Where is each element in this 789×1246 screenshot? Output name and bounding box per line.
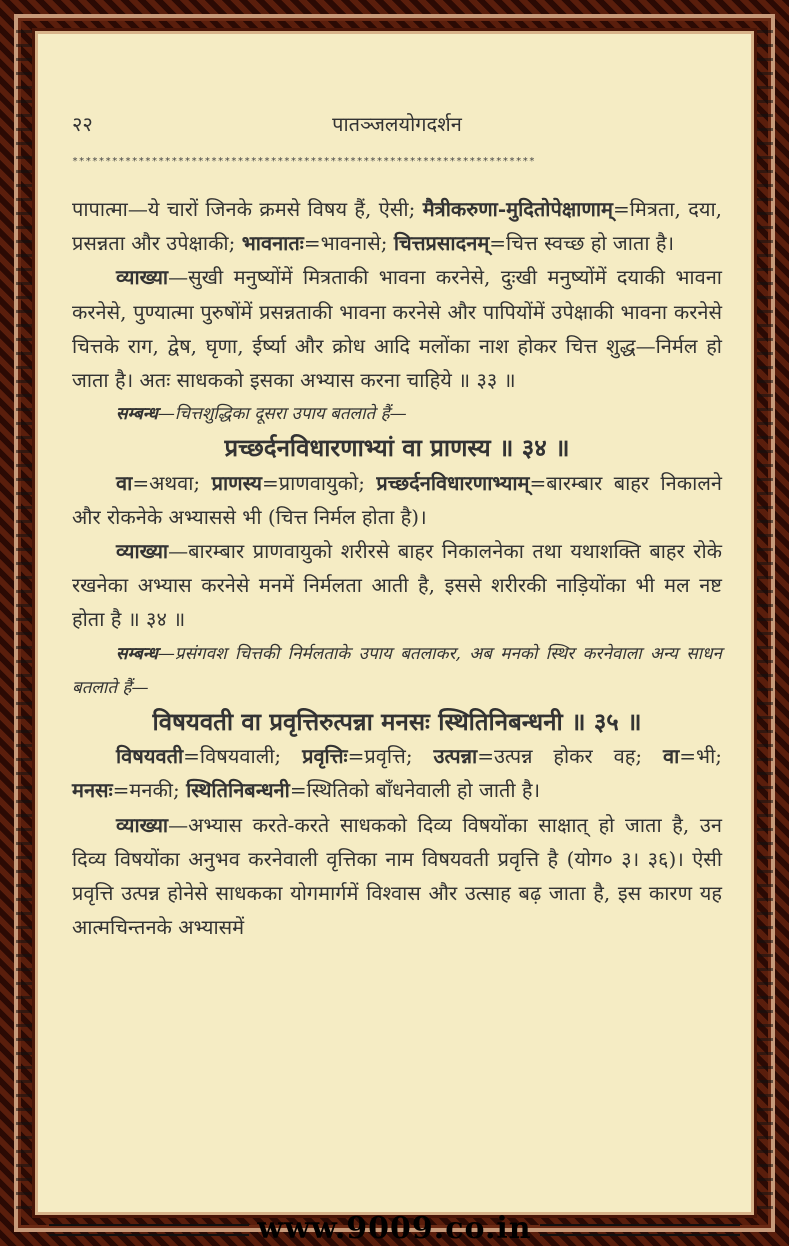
- footer-ornament-right: [540, 1224, 740, 1236]
- paragraph-word-meanings-35: विषयवती=विषयवाली; प्रवृत्तिः=प्रवृत्ति; उत्पन्ना=उत्पन्न होकर वह; वा=भी; मनसः=मनकी; स्थितिनिबन्धनी=स्थितिको बाँधनेवाली हो जाती है।: [72, 744, 723, 803]
- right-ornament: [751, 30, 773, 1216]
- left-ornament: [16, 30, 38, 1216]
- running-header: [72, 110, 722, 140]
- commentary-label: व्याख्या: [116, 265, 169, 290]
- page-number: २२: [72, 112, 93, 136]
- footer-ornament-left: [49, 1224, 249, 1236]
- paragraph-word-meanings-33: पापात्मा—ये चारों जिनके क्रमसे विषय हैं, ऐसी; मैत्रीकरुणा-मुदितोपेक्षाणाम्=मित्रता, दया, प्रसन्नता और उपेक्षाकी; भावनातः=भावनासे; चित्तप्रसादनम्=चित्त स्वच्छ हो जाता है।: [72, 197, 722, 256]
- footer-watermark: [0, 1212, 789, 1246]
- sutra-34: प्रच्छर्दनविधारणाभ्यां वा प्राणस्य ॥ ३४ ॥: [224, 433, 570, 463]
- paragraph-word-meanings-34: वा=अथवा; प्राणस्य=प्राणवायुको; प्रच्छर्दनविधारणाभ्याम्=बारम्बार बाहर निकालने और रोकनेके अभ्याससे भी (चित्त निर्मल होता है)।: [72, 470, 722, 529]
- commentary-35: व्याख्या—अभ्यास करते-करते साधकको दिव्य विषयोंका साक्षात् हो जाता है, उन दिव्य विषयोंका अनुभव करनेवाली वृत्तिका नाम विषयवती प्रवृत्ति है (योग० ३। ३६)। ऐसी प्रवृत्ति उत्पन्न होनेसे साधकका योगमार्गमें विश्वास और उत्साह बढ़ जाता है, इस कारण यह आत्मचिन्तनके अभ्यासमें: [72, 812, 722, 940]
- footer-url[interactable]: www.9009.co.in: [257, 1211, 532, 1246]
- commentary-label: व्याख्या: [116, 539, 169, 564]
- commentary-label: व्याख्या: [116, 812, 169, 837]
- running-title: पातञ्जलयोगदर्शन: [332, 112, 462, 136]
- page-body: [72, 192, 722, 944]
- book-page: [38, 34, 751, 1212]
- commentary-34: व्याख्या—बारम्बार प्राणवायुको शरीरसे बाहर निकालनेका तथा यथाशक्ति बाहर रोके रखनेका अभ्यास करनेसे मनमें निर्मलता आती है, इससे शरीरकी नाड़ियोंका भी मल नष्ट होता है ॥ ३४ ॥: [72, 539, 722, 632]
- relation-note-35: सम्बन्ध—प्रसंगवश चित्तकी निर्मलताके उपाय बतलाकर, अब मनको स्थिर करनेवाला अन्य साधन बतलाते हैं—: [72, 643, 722, 698]
- relation-note-34: सम्बन्ध—चित्तशुद्धिका दूसरा उपाय बतलाते हैं—: [116, 404, 407, 425]
- sutra-35: विषयवती वा प्रवृत्तिरुत्पन्ना मनसः स्थितिनिबन्धनी ॥ ३५ ॥: [152, 707, 642, 737]
- star-separator: **********************************************************************: [72, 156, 536, 167]
- commentary-33: व्याख्या—सुखी मनुष्योंमें मित्रताकी भावना करनेसे, दुःखी मनुष्योंमें दयाकी भावना करनेसे, पुण्यात्मा पुरुषोंमें प्रसन्नताकी भावना करनेसे और पापियोंमें उपेक्षाकी भावना करनेसे चित्तके राग, द्वेष, घृणा, ईर्ष्या और क्रोध आदि मलोंका नाश होकर चित्त शुद्ध—निर्मल हो जाता है। अतः साधकको इसका अभ्यास करना चाहिये ॥ ३३ ॥: [72, 265, 722, 393]
